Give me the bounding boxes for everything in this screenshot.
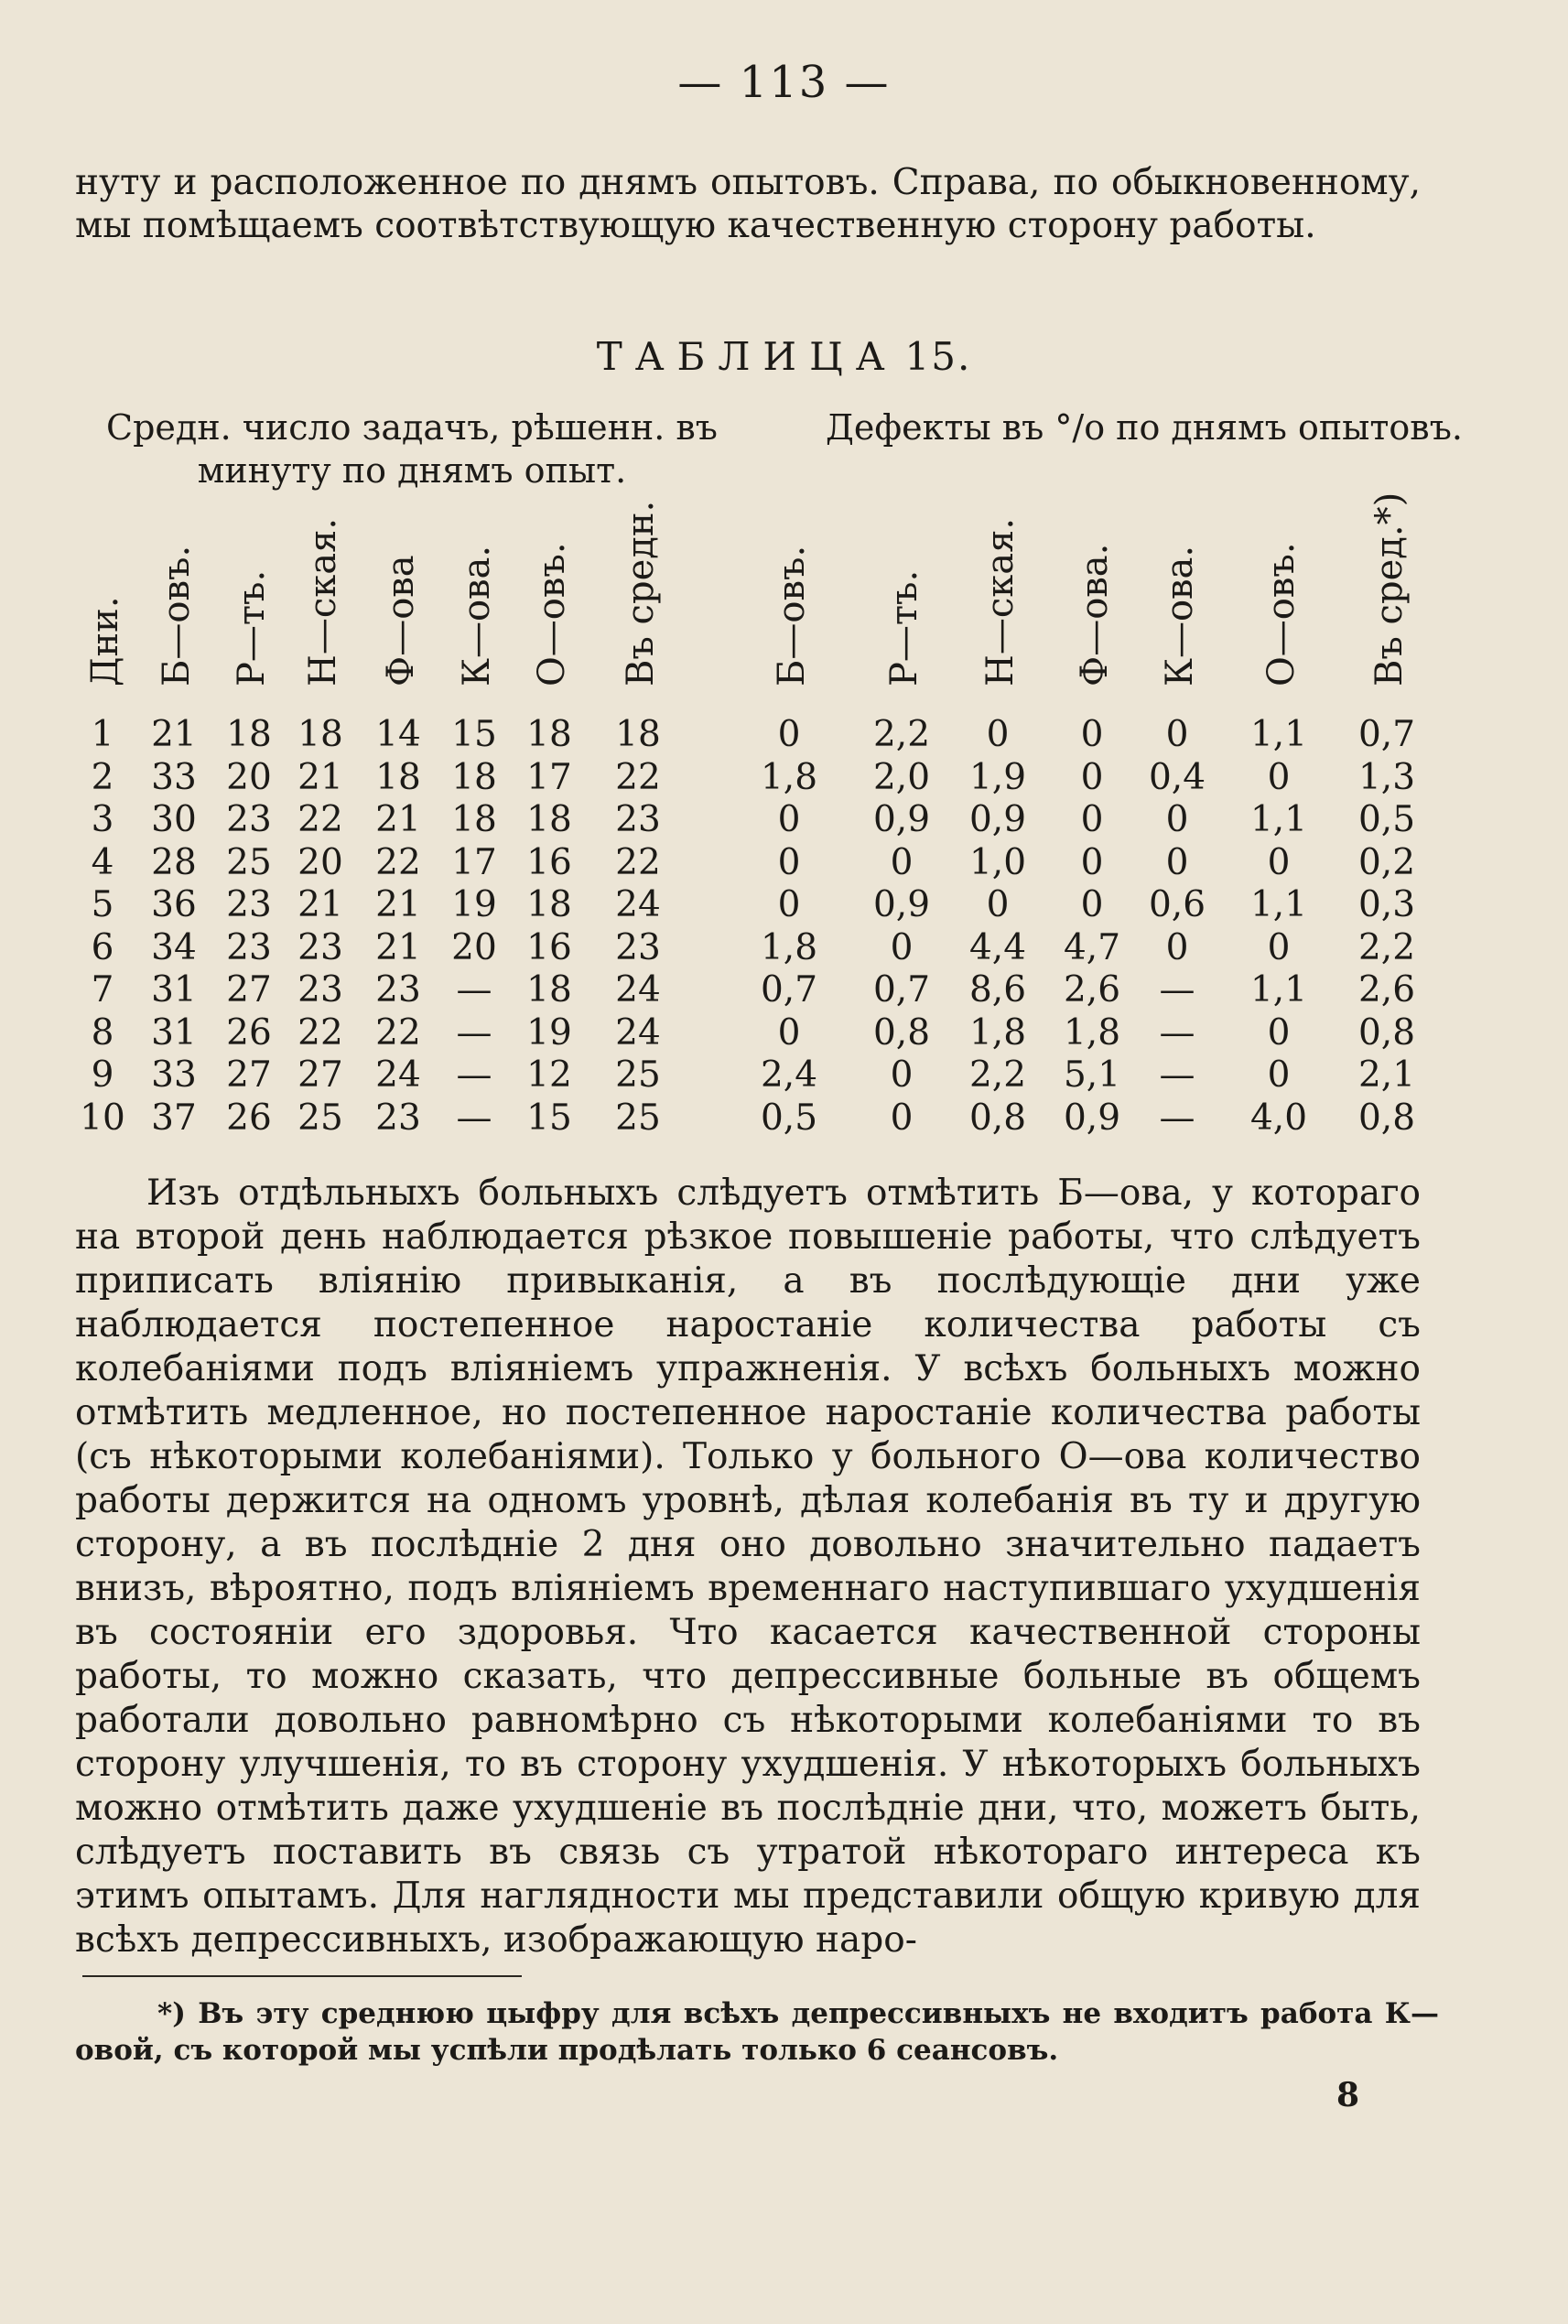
table-cell: 21 (297, 884, 343, 925)
table-cell: 1,8 (968, 1011, 1027, 1054)
table-cell: 4,7 (1063, 926, 1121, 968)
table-cell: 23 (297, 969, 343, 1011)
intro-paragraph (75, 161, 1421, 247)
table-cell: 0 (1267, 1054, 1291, 1096)
table-cell: 1,3 (1357, 756, 1416, 798)
table-cell: 24 (615, 1011, 661, 1054)
table-cell: 33 (151, 756, 197, 798)
table-cell: 0,7 (872, 969, 931, 1011)
table-cell: 22 (615, 756, 661, 798)
table-cell: 0 (1165, 841, 1189, 883)
table-cell: 15 (451, 714, 497, 755)
table-cell: 25 (226, 841, 272, 883)
table-cell: 34 (151, 926, 197, 968)
column-header: О—овъ. (1260, 542, 1303, 686)
table-cell: 2,2 (872, 714, 931, 755)
table-cell: 1,1 (1249, 969, 1308, 1011)
table-cell: 2,2 (968, 1054, 1027, 1096)
table-cell: 0 (1267, 926, 1291, 968)
table-cell: 2,2 (1357, 926, 1416, 968)
table-cell: 27 (297, 1054, 343, 1096)
table-cell: 36 (151, 884, 197, 925)
table-cell: 15 (526, 1097, 572, 1139)
column-header: Въ сред.*) (1368, 492, 1411, 686)
table-cell: 0 (777, 714, 801, 755)
table-cell: 0 (777, 841, 801, 883)
table-cell: 0 (1165, 926, 1189, 968)
table-cell: 0 (890, 1097, 914, 1139)
table-cell: 22 (375, 1011, 421, 1054)
column-header: Б—овъ. (156, 545, 198, 686)
table-cell: 0,6 (1148, 884, 1206, 925)
table-cell: 4,0 (1249, 1097, 1308, 1139)
table-cell: 0 (1080, 841, 1104, 883)
left-group-header: Средн. число задачъ, рѣшенн. въ минуту по днямъ опыт. (106, 407, 718, 491)
body-paragraph (75, 1172, 1421, 1962)
table-cell: 21 (375, 799, 421, 840)
footnote (75, 1995, 1439, 2069)
table-cell: 18 (526, 799, 572, 840)
table-cell: 25 (615, 1097, 661, 1139)
table-cell: 22 (297, 799, 343, 840)
table-cell: — (1159, 1097, 1195, 1139)
column-header: Ф—ова. (1074, 543, 1116, 686)
table-cell: 17 (451, 841, 497, 883)
table-cell: — (1159, 1054, 1195, 1096)
table-cell: 5,1 (1063, 1054, 1121, 1096)
table-cell: 23 (226, 884, 272, 925)
table-cell: 1,1 (1249, 884, 1308, 925)
table-cell: 0,2 (1357, 841, 1416, 883)
table-cell: 0 (1267, 841, 1291, 883)
table-cell: 27 (226, 969, 272, 1011)
table-cell: 2,0 (872, 756, 931, 798)
table-cell: 18 (526, 714, 572, 755)
table-cell: 0 (986, 884, 1010, 925)
table-cell: 18 (526, 884, 572, 925)
table-cell: 22 (375, 841, 421, 883)
table-cell: 0,7 (1357, 714, 1416, 755)
table-cell: 0 (1080, 799, 1104, 840)
table-cell: — (456, 1097, 492, 1139)
table-cell: 0 (986, 714, 1010, 755)
column-header: Р—тъ. (883, 569, 925, 686)
table-cell: 20 (297, 841, 343, 883)
table-number: 15. (904, 334, 972, 379)
table-cell: 31 (151, 969, 197, 1011)
table-cell: 0,4 (1148, 756, 1206, 798)
table-cell: 23 (226, 799, 272, 840)
table-cell: 8,6 (968, 969, 1027, 1011)
column-header: Въ средн. (620, 500, 662, 686)
table-cell: 21 (375, 884, 421, 925)
table-cell: 0,8 (1357, 1011, 1416, 1054)
table-title (0, 334, 1568, 379)
table-cell: 3 (91, 799, 114, 840)
column-header: К—ова. (1159, 545, 1201, 686)
table-cell: 0,5 (760, 1097, 818, 1139)
table-cell: 0 (777, 799, 801, 840)
table-cell: 23 (375, 1097, 421, 1139)
table-cell: 12 (526, 1054, 572, 1096)
table-cell: 0 (890, 1054, 914, 1096)
table-cell: 18 (451, 799, 497, 840)
table-cell: 1,1 (1249, 799, 1308, 840)
table-cell: 21 (375, 926, 421, 968)
table-cell: 0 (1267, 1011, 1291, 1054)
table-cell: 9 (91, 1054, 114, 1096)
footnote-text: *) Въ эту среднюю цыфру для всѣхъ депрессивныхъ не входитъ работа К—овой, съ которой мы успѣли продѣлать только 6 сеансовъ. (75, 1997, 1439, 2067)
table-cell: 21 (297, 756, 343, 798)
table-cell: 37 (151, 1097, 197, 1139)
footnote-rule (82, 1975, 522, 1977)
table-cell: 1 (91, 714, 114, 755)
table-cell: — (1159, 969, 1195, 1011)
table-cell: 33 (151, 1054, 197, 1096)
table-cell: 5 (91, 884, 114, 925)
table-cell: 18 (297, 714, 343, 755)
table-cell: 18 (615, 714, 661, 755)
table-cell: 20 (451, 926, 497, 968)
table-cell: 22 (615, 841, 661, 883)
table-cell: 0,9 (872, 884, 931, 925)
table-cell: 0,3 (1357, 884, 1416, 925)
table-cell: 10 (80, 1097, 125, 1139)
table-cell: 2,4 (760, 1054, 818, 1096)
table-cell: 0,7 (760, 969, 818, 1011)
table-cell: 19 (451, 884, 497, 925)
table-cell: 23 (375, 969, 421, 1011)
table-cell: 2,1 (1357, 1054, 1416, 1096)
table-cell: 0,8 (872, 1011, 931, 1054)
table-cell: 4,4 (968, 926, 1027, 968)
table-cell: 23 (615, 799, 661, 840)
table-cell: — (456, 969, 492, 1011)
table-cell: 0 (1080, 714, 1104, 755)
body-text: Изъ отдѣльныхъ больныхъ слѣдуетъ отмѣтить Б—ова, у котораго на второй день наблюдается рѣзкое повышеніе работы, что слѣдуетъ приписать вліянію привыканія, а въ послѣдующіе дни уже наблюдается постепенное наростаніе количества работы съ колебаніями подъ вліяніемъ упражненія. У всѣхъ больныхъ можно отмѣтить медленное, но постепенное наростаніе количества работы (съ нѣкоторыми колебаніями). Только у больного О—ова количество работы держится на одномъ уровнѣ, дѣлая колебанія въ ту и другую сторону, а въ послѣдніе 2 дня оно довольно значительно падаетъ внизъ, вѣроятно, подъ вліяніемъ временнаго наступившаго ухудшенія въ состояніи его здоровья. Что касается качественной стороны работы, то можно сказать, что депрессивные больные въ общемъ работали довольно равномѣрно съ нѣкоторыми колебаніями то въ сторону улучшенія, то въ сторону ухудшенія. У нѣкоторыхъ больныхъ можно отмѣтить даже ухудшеніе въ послѣдніе дни, что, можетъ быть, слѣдуетъ поставить въ связь съ утратой нѣкотораго интереса къ этимъ опытамъ. Для наглядности мы представили общую кривую для всѣхъ депрессивныхъ, изображающую наро- (75, 1173, 1421, 1961)
table-cell: 22 (297, 1011, 343, 1054)
table-cell: 4 (91, 841, 114, 883)
table-cell: 26 (226, 1097, 272, 1139)
table-cell: 6 (91, 926, 114, 968)
table-cell: 1,8 (760, 926, 818, 968)
table-cell: 20 (226, 756, 272, 798)
table-cell: 30 (151, 799, 197, 840)
column-header: Р—тъ. (231, 569, 273, 686)
table-cell: — (1159, 1011, 1195, 1054)
table-cell: 1,1 (1249, 714, 1308, 755)
column-header: К—ова. (456, 545, 498, 686)
column-header: Дни. (84, 596, 126, 686)
table-cell: 18 (451, 756, 497, 798)
table-cell: 24 (615, 969, 661, 1011)
table-cell: 24 (375, 1054, 421, 1096)
table-cell: 0 (1080, 756, 1104, 798)
table-cell: 2,6 (1063, 969, 1121, 1011)
table-cell: 24 (615, 884, 661, 925)
table-cell: 0,5 (1357, 799, 1416, 840)
right-group-header: Дефекты въ °/о по днямъ опытовъ. (826, 407, 1463, 448)
table-cell: 1,9 (968, 756, 1027, 798)
table-cell: 27 (226, 1054, 272, 1096)
table-cell: 23 (226, 926, 272, 968)
table-cell: 0,9 (968, 799, 1027, 840)
table-cell: 1,0 (968, 841, 1027, 883)
page-number: — 113 — (677, 57, 891, 108)
table-cell: 0 (890, 841, 914, 883)
table-cell: 0 (1267, 756, 1291, 798)
table-cell: 0,9 (1063, 1097, 1121, 1139)
table-title-word: ТАБЛИЦА (596, 334, 898, 379)
table-cell: — (456, 1011, 492, 1054)
table-cell: 1,8 (760, 756, 818, 798)
column-header: Н—ская. (302, 517, 344, 686)
table-cell: 26 (226, 1011, 272, 1054)
table-cell: 7 (91, 969, 114, 1011)
table-cell: 14 (375, 714, 421, 755)
column-header: Ф—ова (380, 555, 422, 686)
table-cell: 0 (1165, 714, 1189, 755)
table-cell: 16 (526, 926, 572, 968)
table-cell: — (456, 1054, 492, 1096)
table-cell: 18 (226, 714, 272, 755)
intro-text: нуту и расположенное по днямъ опытовъ. Справа, по обыкновенному, мы помѣщаемъ соотвѣтствующую качественную сторону работы. (75, 162, 1421, 246)
table-cell: 18 (375, 756, 421, 798)
table-cell: 0 (777, 884, 801, 925)
table-cell: 21 (151, 714, 197, 755)
table-cell: 0 (890, 926, 914, 968)
column-header: Н—ская. (979, 517, 1022, 686)
table-cell: 0 (777, 1011, 801, 1054)
table-cell: 1,8 (1063, 1011, 1121, 1054)
table-cell: 16 (526, 841, 572, 883)
table-cell: 0 (1080, 884, 1104, 925)
table-cell: 0 (1165, 799, 1189, 840)
column-header: О—овъ. (531, 542, 573, 686)
table-cell: 0,8 (1357, 1097, 1416, 1139)
column-header: Б—овъ. (771, 545, 813, 686)
table-cell: 2,6 (1357, 969, 1416, 1011)
table-cell: 25 (297, 1097, 343, 1139)
table-cell: 17 (526, 756, 572, 798)
signature-mark: 8 (1336, 2076, 1360, 2114)
table-cell: 23 (615, 926, 661, 968)
table-cell: 18 (526, 969, 572, 1011)
table-cell: 23 (297, 926, 343, 968)
table-cell: 25 (615, 1054, 661, 1096)
table-cell: 2 (91, 756, 114, 798)
table-cell: 0,8 (968, 1097, 1027, 1139)
table-cell: 28 (151, 841, 197, 883)
table-cell: 0,9 (872, 799, 931, 840)
table-cell: 31 (151, 1011, 197, 1054)
table-cell: 8 (91, 1011, 114, 1054)
table-cell: 19 (526, 1011, 572, 1054)
